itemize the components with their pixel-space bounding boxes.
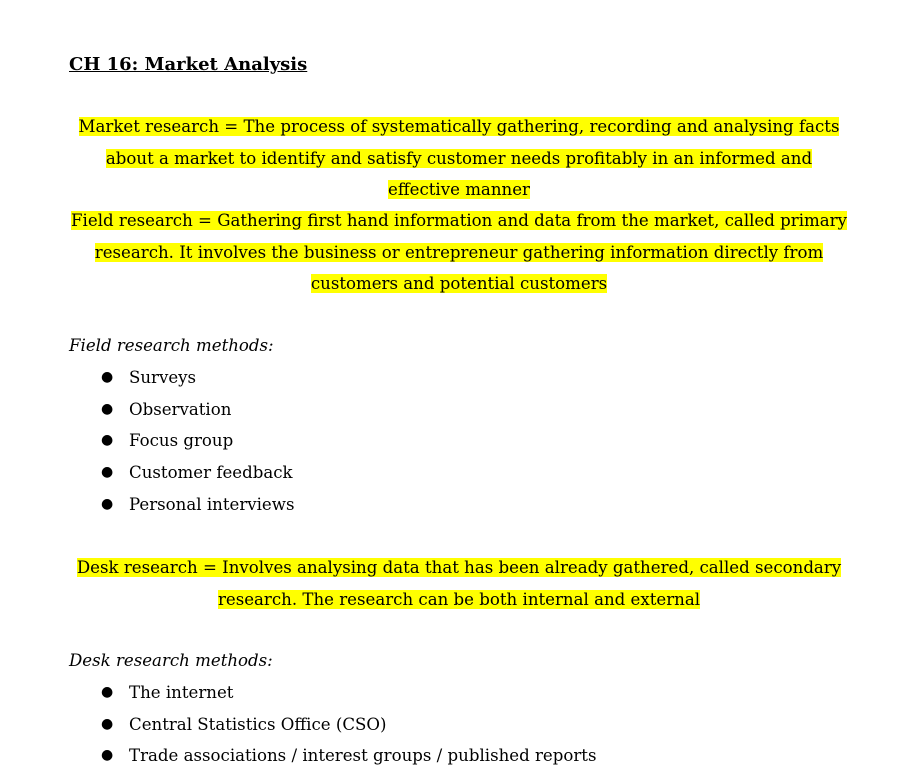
chapter-title: CH 16: Market Analysis [69,54,308,75]
list-item [69,489,294,521]
list-item-label: Trade associations / interest groups / published reports [129,746,597,766]
market-research-text: Market research = The process of systematically gathering, recording and analysing facts about a market to identify and satisfy customer needs profitably in an informed and effective manner [78,117,840,200]
list-item [69,740,596,772]
bullet-icon: ● [101,747,114,764]
bullet-icon: ● [101,715,114,732]
market-research-definition [69,111,849,206]
desk-methods-list [69,677,596,772]
bullet-icon: ● [101,464,114,481]
list-item [69,677,596,709]
bullet-icon: ● [101,369,114,385]
list-item [69,709,596,741]
list-item-label: The internet [129,683,234,702]
list-item-label: Personal interviews [129,494,295,514]
list-item [69,457,294,489]
field-methods-list [69,362,294,520]
list-item [69,362,294,394]
field-research-text: Field research = Gathering first hand information and data from the market, called primary research. It involves the business or entrepreneur gathering information directly from customers and potential customers [71,211,847,294]
desk-methods-heading: Desk research methods: [69,651,273,670]
desk-research-definition [69,552,849,615]
bullet-icon: ● [101,400,114,417]
desk-research-text: Desk research = Involves analysing data that has been already gathered, called secondary research. The research can be both internal and external [76,558,842,609]
bullet-icon: ● [101,432,114,449]
list-item-label: Customer feedback [129,463,293,483]
list-item-label: Surveys [129,368,197,387]
field-research-definition [69,205,849,300]
list-item [69,394,294,426]
list-item-label: Central Statistics Office (CSO) [129,714,387,734]
list-item-label: Observation [129,399,232,419]
bullet-icon: ● [101,684,114,700]
field-methods-heading: Field research methods: [69,336,274,355]
list-item-label: Focus group [129,431,234,451]
bullet-icon: ● [101,495,114,512]
list-item [69,425,294,457]
